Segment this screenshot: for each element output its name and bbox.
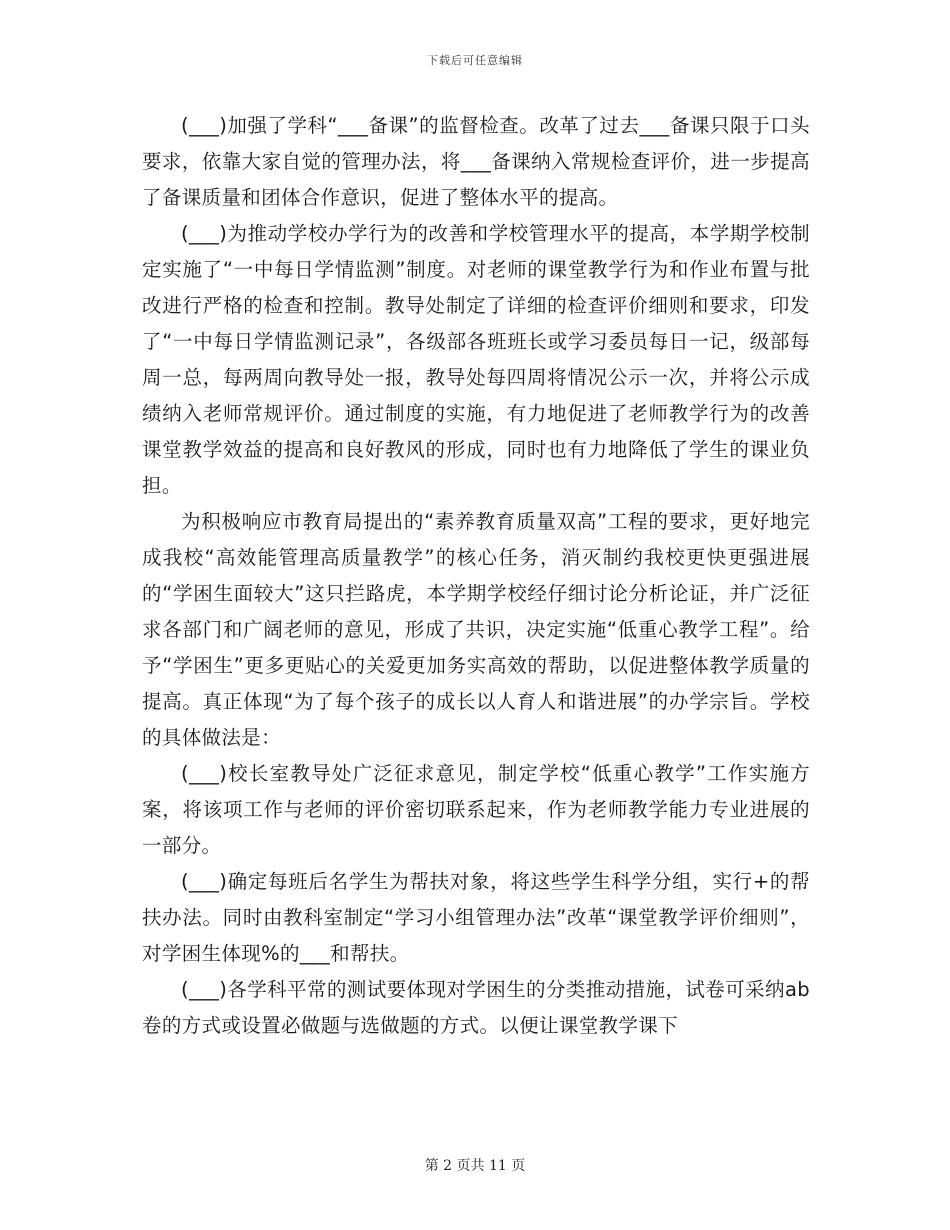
paragraph-5: (___)确定每班后名学生为帮扶对象，将这些学生科学分组，实行+的帮扶办法。同时由教科室制定“学习小组管理办法”改革“课堂教学评价细则”，对学困生体现%的___和帮扶。 xyxy=(142,870,810,965)
document-body xyxy=(142,108,810,1044)
page-number-footer: 第 2 页共 11 页 xyxy=(424,1158,526,1174)
paragraph-3: 为积极响应市教育局提出的“素养教育质量双高”工程的要求，更好地完成我校“高效能管理高质量教学”的核心任务，消灭制约我校更快更强进展的“学困生面较大”这只拦路虎，本学期学校经仔细讨论分析论证，并广泛征求各部门和广阔老师的意见，形成了共识，决定实施“低重心教学工程”。给予“学困生”更多更贴心的关爱更加务实高效的帮助，以促进整体教学质量的提高。真正体现“为了每个孩子的成长以人育人和谐进展”的办学宗旨。学校的具体做法是： xyxy=(142,510,810,749)
paragraph-1: (___)加强了学科“___备课”的监督检查。改革了过去___备课只限于口头要求，依靠大家自觉的管理办法，将___备课纳入常规检查评价，进一步提高了备课质量和团体合作意识，促进了整体水平的提高。 xyxy=(142,114,810,209)
paragraph-2: (___)为推动学校办学行为的改善和学校管理水平的提高，本学期学校制定实施了“一中每日学情监测”制度。对老师的课堂教学行为和作业布置与批改进行严格的检查和控制。教导处制定了详细的检查评价细则和要求，印发了“一中每日学情监测记录”，各级部各班班长或学习委员每日一记，级部每周一总，每两周向教导处一报，教导处每四周将情况公示一次，并将公示成绩纳入老师常规评价。通过制度的实施，有力地促进了老师教学行为的改善课堂教学效益的提高和良好教风的形成，同时也有力地降低了学生的课业负担。 xyxy=(142,222,810,497)
paragraph-4: (___)校长室教导处广泛征求意见，制定学校“低重心教学”工作实施方案，将该项工作与老师的评价密切联系起来，作为老师教学能力专业进展的一部分。 xyxy=(142,762,810,857)
page-header: 下载后可任意编辑 xyxy=(427,54,523,67)
paragraph-6: (___)各学科平常的测试要体现对学困生的分类推动措施，试卷可采纳ab卷的方式或设置必做题与选做题的方式。以便让课堂教学课下 xyxy=(142,978,810,1037)
